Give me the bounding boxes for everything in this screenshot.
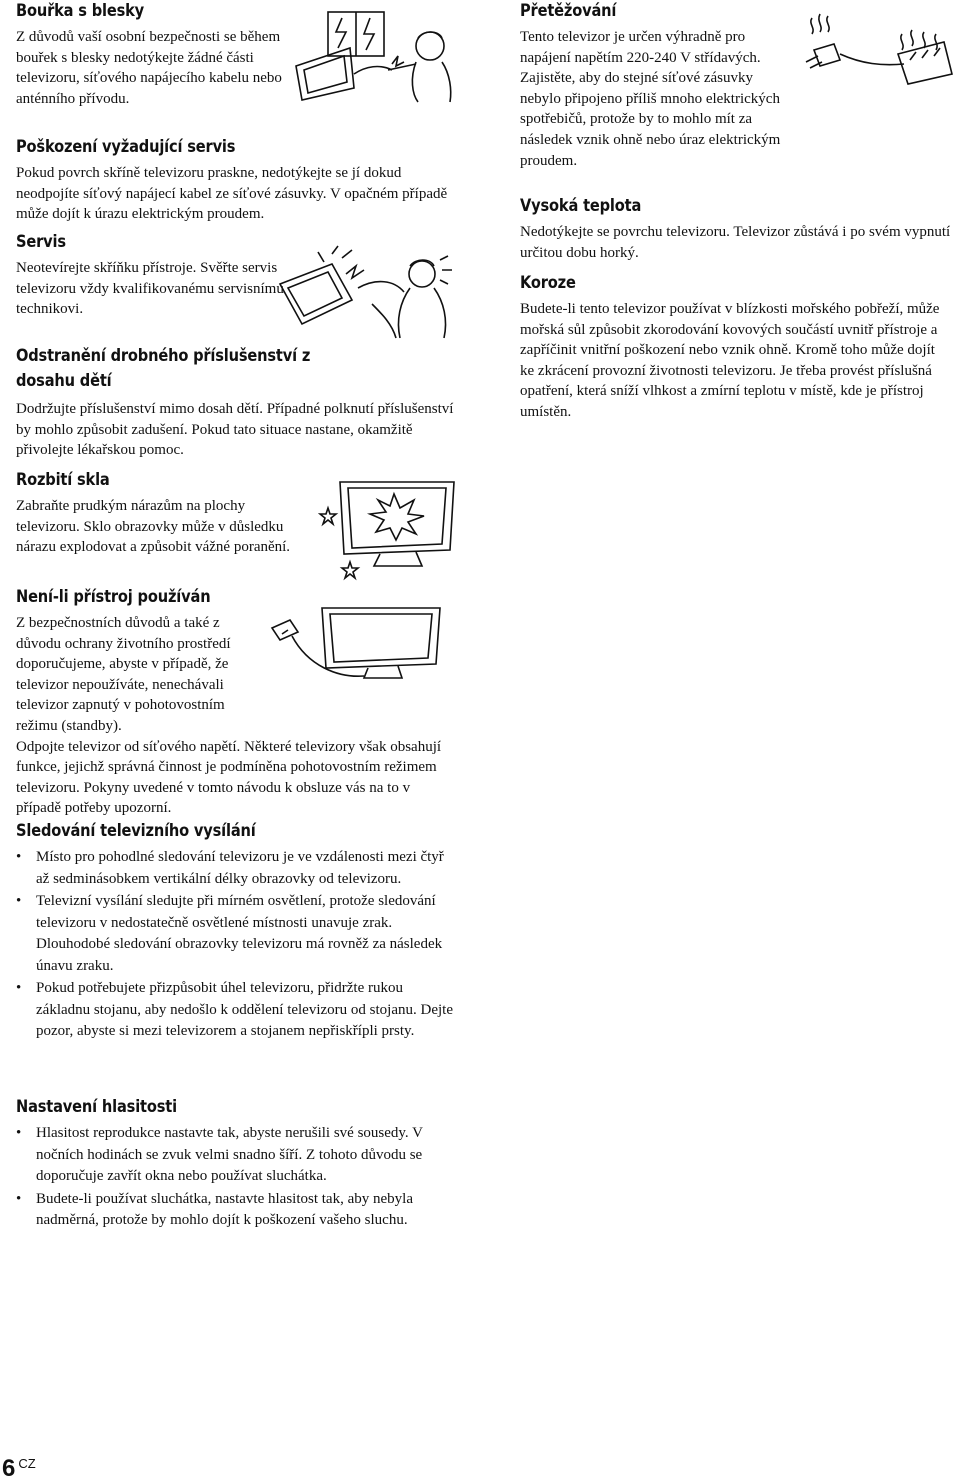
section-body: Dodržujte příslušenství mimo dosah dětí. Případné polknutí příslušenství by mohlo způsobit zadušení. Pokud tato situace nastane, okamžitě přivolejte lékařskou pomoc. — [16, 401, 454, 459]
section-title: Servis — [16, 232, 66, 252]
list-item: • Hlasitost reprodukce nastavte tak, abyste nerušili své sousedy. V nočních hodinách se zvuk velmi snadno šíří. Z tohoto důvodu se doporučuje zavřít okna nebo používat sluchátka. — [16, 1123, 456, 1188]
list-item: • Pokud potřebujete přizpůsobit úhel televizoru, přidržte rukou základnu stojanu, aby nedošlo k oddělení televizoru od stojanu. Dejte pozor, abyste si mezi televizorem a stojanem nepřiskřípli prsty. — [16, 978, 456, 1043]
section-accessories — [16, 344, 456, 461]
section-title: Vysoká teplota — [520, 196, 642, 216]
bullet-list — [16, 847, 456, 1043]
page-footer — [2, 1455, 36, 1483]
section-title: Odstranění drobného příslušenství z dosahu dětí — [16, 346, 311, 391]
section-title: Rozbití skla — [16, 470, 110, 490]
section-lightning — [16, 0, 286, 109]
section-body: Budete-li tento televizor používat v blízkosti mořského pobřeží, může mořská sůl způsobit zkorodování kovových součástí uvnitř přístroje a zapříčinit vnitřní poškození nebo vznik ohně. Kromě toho může dojít ke zkrácení provozní životnosti televizoru. Je třeba provést příslušná opatření, která sníží vlhkost a zmírní teplotu v místě, kde je přístroj umístěn. — [520, 301, 940, 420]
section-body: Zabraňte prudkým nárazům na plochy televizoru. Sklo obrazovky může v důsledku nárazu explodovat a způsobit vážné poranění. — [16, 498, 291, 556]
section-damage — [16, 136, 456, 225]
section-glass — [16, 469, 308, 558]
section-watching — [16, 820, 456, 1044]
section-title: Přetěžování — [520, 1, 617, 21]
section-body: Z důvodů vaší osobní bezpečnosti se během bouřek s blesky nedotýkejte žádné části televizoru, síťového napájecího kabelu nebo anténního přívodu. — [16, 29, 282, 107]
section-overload — [520, 0, 792, 171]
section-body: Odpojte televizor od síťového napětí. Některé televizory však obsahují funkce, jejichž správná činnost je podmíněna pohotovostním režimem televizoru. Pokyny uvedené v tomto návodu k obsluze vás na to v případě potřeby upozorní. — [16, 738, 442, 817]
section-corrosion — [520, 272, 950, 423]
service-illustration — [272, 244, 462, 340]
overload-illustration — [792, 4, 960, 100]
section-volume — [16, 1096, 456, 1233]
section-title: Poškození vyžadující servis — [16, 137, 236, 157]
list-item: • Televizní vysílání sledujte při mírném osvětlení, protože sledování televizoru v nedostatečně osvětlené místnosti unavuje zrak. Dlouhodobé sledování obrazovky televizoru má rovněž za následek únavu zraku. — [16, 891, 456, 977]
section-title: Bouřka s blesky — [16, 1, 145, 21]
section-title: Není-li přístroj používán — [16, 587, 211, 607]
section-heat — [520, 195, 960, 263]
list-item: • Budete-li používat sluchátka, nastavte hlasitost tak, aby nebyla nadměrná, protože by mohlo dojít k poškození vašeho sluchu. — [16, 1189, 456, 1232]
section-service — [16, 231, 286, 320]
section-body: Tento televizor je určen výhradně pro napájení napětím 220-240 V střídavých. Zajistěte, aby do stejné síťové zásuvky nebylo připojeno příliš mnoho elektrických spotřebičů, protože by to mohlo mít za následek vznik ohně nebo úraz elektrickým proudem. — [520, 29, 781, 169]
list-item: • Místo pro pohodlné sledování televizoru je ve vzdálenosti mezi čtyř až sedminásobkem vertikální délky obrazovky od televizoru. — [16, 847, 456, 890]
section-title: Koroze — [520, 273, 576, 293]
unused-illustration — [268, 606, 444, 684]
glass-illustration — [318, 474, 458, 584]
section-title: Nastavení hlasitosti — [16, 1097, 177, 1117]
page-number: 6 — [2, 1455, 16, 1482]
lightning-illustration — [292, 8, 460, 104]
section-body: Neotevírejte skříňku přístroje. Svěřte servis televizoru vždy kvalifikovanému servisnímu technikovi. — [16, 260, 284, 318]
section-body: Nedotýkejte se povrchu televizoru. Televizor zůstává i po svém vypnutí určitou dobu horký. — [520, 224, 951, 261]
section-title: Sledování televizního vysílání — [16, 821, 256, 841]
language-code: CZ — [18, 1456, 36, 1471]
section-body: Pokud povrch skříně televizoru praskne, nedotýkejte se jí dokud neodpojíte síťový napájecí kabel ze síťové zásuvky. V opačném případě může dojít k úrazu elektrickým proudem. — [16, 165, 448, 223]
section-body: Z bezpečnostních důvodů a také z důvodu ochrany životního prostředí doporučujeme, abyste v případě, že televizor nepoužíváte, nenechávali televizor zapnutý v pohotovostním režimu (standby). — [16, 615, 231, 734]
bullet-list — [16, 1123, 456, 1232]
